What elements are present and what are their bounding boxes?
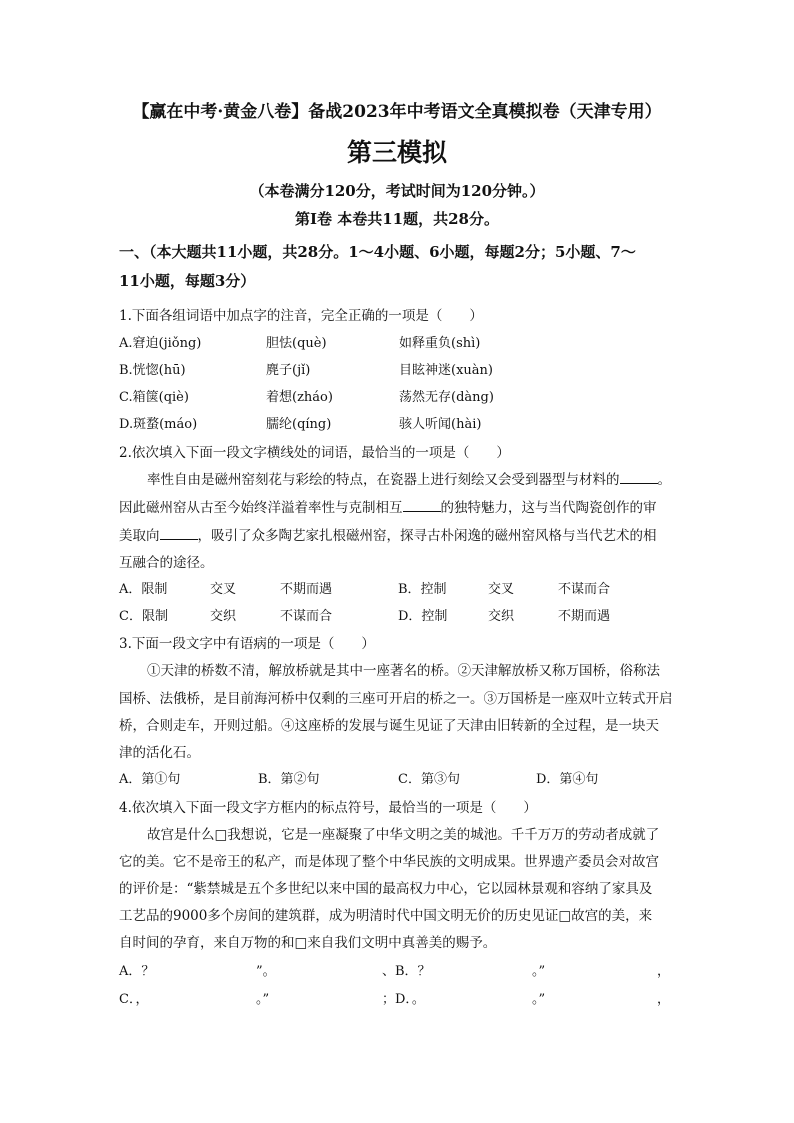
q1-c-1: C.箱箧(qiè) [119, 390, 189, 405]
q4-passage-line: 它的美。它不是帝王的私产，而是体现了整个中华民族的文明成果。世界遗产委员会对故宫 [119, 854, 659, 870]
volume-note: 第Ⅰ卷 本卷共11题，共28分。 [295, 210, 499, 228]
q1-a-1: A.窘迫(jiǒng) [119, 336, 202, 351]
q3-passage-line: 津的活化石。 [119, 745, 200, 761]
q1-a-2: 胆怯(què) [266, 336, 327, 351]
q2-opt: 交织 [488, 609, 515, 624]
q3-opt: C．第③句 [398, 772, 460, 787]
q3-stem: 3.下面一段文字中有语病的一项是（ ） [119, 636, 375, 652]
q4-opt: ， [657, 992, 671, 1007]
fill-blank [620, 471, 658, 484]
q4-passage-line: 工艺品的9000多个房间的建筑群，成为明清时代中国文明无价的历史见证□故宫的美，来 [119, 908, 653, 924]
exam-subtitle: 第三模拟 [346, 138, 447, 167]
exam-title: 【赢在中考·黄金八卷】备战2023年中考语文全真模拟卷（天津专用） [132, 102, 662, 122]
q3-opt: A．第①句 [119, 772, 181, 787]
q4-opt: ；D．。 [382, 992, 425, 1007]
fill-blank [403, 499, 441, 512]
q2-passage-text: 美取向 [119, 528, 160, 544]
q3-opt: D．第④句 [536, 772, 599, 787]
q2-opt: 交叉 [488, 582, 515, 597]
section-heading-line2: 11小题，每题3分） [119, 272, 256, 290]
q2-passage-text: 。 [657, 472, 671, 488]
q4-stem: 4.依次填入下面一段文字方框内的标点符号，最恰当的一项是（ ） [119, 800, 537, 816]
section-heading-line1: 一、（本大题共11小题，共28分。1～4小题、6小题，每题2分；5小题、7～ [119, 243, 636, 261]
q2-passage-line [119, 524, 679, 544]
q3-passage-line: 国桥、法俄桥，是目前海河桥中仅剩的三座可开启的桥之一。③万国桥是一座双叶立转式开启 [119, 691, 673, 707]
q3-passage-line: 桥，合则走车，开则过船。④这座桥的发展与诞生见证了天津由旧转新的全过程，是一块天 [119, 718, 659, 734]
q2-passage-line [119, 496, 679, 516]
q1-d-3: 骇人听闻(hài) [399, 417, 482, 432]
fill-blank [160, 527, 198, 540]
q2-opt: C．限制 [119, 609, 168, 624]
q1-d-1: D.斑蝥(máo) [119, 417, 198, 432]
q1-b-1: B.恍惚(hū) [119, 363, 186, 378]
q2-opt: A．限制 [119, 582, 168, 597]
q2-opt: D．控制 [398, 609, 448, 624]
q4-opt: ”。 [256, 964, 276, 979]
q1-b-3: 目眩神迷(xuàn) [399, 363, 493, 378]
q1-d-2: 臑纶(qíng) [266, 417, 332, 432]
score-note: （本卷满分120分，考试时间为120分钟。） [249, 182, 545, 200]
q2-opt: 不期而遇 [280, 582, 333, 597]
q4-opt: 。” [532, 964, 546, 979]
q2-opt: 不期而遇 [558, 609, 611, 624]
q2-passage-text: 因此磁州窑从古至今始终洋溢着率性与克制相互 [119, 500, 403, 516]
q4-opt: A．？ [119, 964, 155, 979]
q2-opt: 交叉 [210, 582, 237, 597]
q1-b-2: 麂子(jǐ) [266, 363, 311, 378]
q2-passage-text: 的独特魅力，这与当代陶瓷创作的审 [440, 500, 657, 516]
q2-stem: 2.依次填入下面一段文字横线处的词语，最恰当的一项是（ ） [119, 445, 510, 461]
q4-opt: 。” [256, 992, 270, 1007]
q2-passage-text: ，吸引了众多陶艺家扎根磁州窑，探寻古朴闲逸的磁州窑风格与当代艺术的相 [197, 528, 657, 544]
q1-c-3: 荡然无存(dàng) [399, 390, 494, 405]
q4-opt: ， [657, 964, 671, 979]
q2-passage-text: 率性自由是磁州窑刻花与彩绘的特点，在瓷器上进行刻绘又会受到器型与材料的 [147, 472, 620, 488]
q2-passage-line [147, 468, 679, 488]
q4-opt: C．， [119, 992, 149, 1007]
q1-c-2: 着想(zháo) [266, 390, 333, 405]
q2-opt: B．控制 [398, 582, 447, 597]
q2-opt: 不谋而合 [558, 582, 611, 597]
q2-passage-line: 互融合的途径。 [119, 555, 214, 571]
q2-opt: 不谋而合 [280, 609, 333, 624]
q3-passage-line: ①天津的桥数不清，解放桥就是其中一座著名的桥。②天津解放桥又称万国桥，俗称法 [147, 663, 660, 679]
q2-opt: 交织 [210, 609, 237, 624]
q3-opt: B．第②句 [258, 772, 320, 787]
q1-a-3: 如释重负(shì) [399, 336, 481, 351]
q4-passage-line: 自时间的孕育，来自万物的和□来自我们文明中真善美的赐予。 [119, 935, 497, 951]
q4-passage-line: 故宫是什么□我想说，它是一座凝聚了中华文明之美的城池。千千万万的劳动者成就了 [147, 827, 660, 843]
q4-passage-line: 的评价是：“紫禁城是五个多世纪以来中国的最高权力中心，它以园林景观和容纳了家具及 [119, 881, 653, 897]
q1-stem: 1.下面各组词语中加点字的注音，完全正确的一项是（ ） [119, 308, 483, 324]
q4-opt: 。” [532, 992, 546, 1007]
q4-opt: 、B．？ [382, 964, 431, 979]
